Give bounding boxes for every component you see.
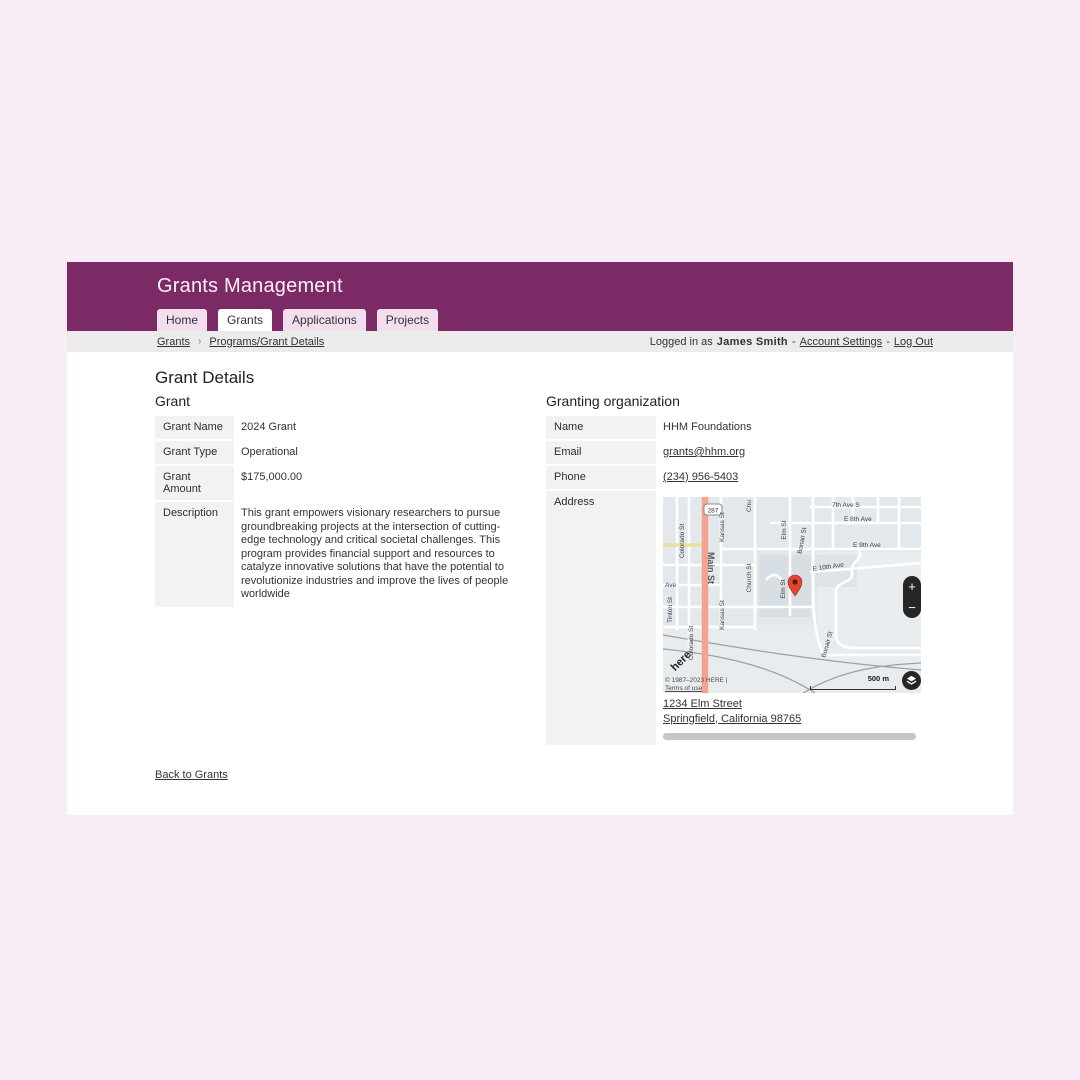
table-row <box>546 441 933 464</box>
street-label: Tinton St <box>667 597 674 623</box>
organization-section <box>546 393 933 747</box>
map-attribution <box>665 677 728 693</box>
street-label: Elm St <box>780 579 787 599</box>
back-to-grants-link[interactable]: Back to Grants <box>155 769 228 781</box>
zoom-out-button[interactable]: − <box>908 600 916 615</box>
zoom-in-button[interactable]: + <box>908 579 916 594</box>
map[interactable] <box>663 497 921 693</box>
table-row-address <box>546 491 933 745</box>
org-address-label: Address <box>546 491 656 745</box>
tab-bar <box>157 309 438 331</box>
scale-bar <box>810 686 896 690</box>
map-scale <box>810 672 896 690</box>
address-line1-link[interactable]: 1234 Elm Street <box>663 698 742 710</box>
organization-section-heading: Granting organization <box>546 393 680 409</box>
grant-amount-value: $175,000.00 <box>241 471 303 483</box>
logout-link[interactable]: Log Out <box>893 335 933 348</box>
tab-applications[interactable]: Applications <box>283 309 366 331</box>
street-label: Colorado St <box>679 523 686 559</box>
grant-description-value: This grant empowers visionary researchers to pursue groundbreaking projects at the intersection of cutting-edge technology and critical societal challenges. This program provides financial support and resources to catalyze innovative solutions that have the potential to revolutionize industries and improve the lives of people worldwide <box>241 507 509 600</box>
detail-columns <box>155 393 933 747</box>
org-email-link[interactable]: grants@hhm.org <box>663 446 746 458</box>
map-zoom-control <box>903 576 921 618</box>
breadcrumb-bar <box>67 331 1013 352</box>
here-logo: here <box>668 648 694 674</box>
user-bar-dash: - <box>886 335 890 348</box>
org-email-label: Email <box>546 441 656 464</box>
street-label: Colorado St <box>688 625 695 661</box>
table-row <box>155 416 546 439</box>
grant-type-label: Grant Type <box>155 441 234 464</box>
terms-of-use-link[interactable]: Terms of use <box>665 685 703 692</box>
org-address-value <box>656 491 921 745</box>
attribution-text: © 1987–2023 HERE | <box>665 677 728 684</box>
main-content <box>67 352 1013 783</box>
layers-button[interactable] <box>902 671 921 690</box>
table-row <box>546 416 933 439</box>
horizontal-scrollbar[interactable] <box>663 733 916 740</box>
content-card <box>67 262 1013 815</box>
breadcrumb-link-current[interactable]: Programs/Grant Details <box>209 335 325 348</box>
table-row <box>155 441 546 464</box>
app-header <box>67 262 1013 331</box>
grant-amount-label: Grant Amount <box>155 466 234 500</box>
street-label: Bonair St <box>820 630 835 659</box>
user-bar <box>650 336 933 348</box>
account-settings-link[interactable]: Account Settings <box>799 335 883 348</box>
street-label: Elm St <box>781 520 788 540</box>
scale-label: 500 m <box>867 674 889 683</box>
highway-shield-label: 287 <box>707 507 719 515</box>
street-label: E 8th Ave <box>844 516 872 523</box>
org-phone-label: Phone <box>546 466 656 489</box>
street-label: Kansas St <box>719 512 726 542</box>
street-label: Main St <box>706 551 716 585</box>
tab-projects[interactable]: Projects <box>377 309 438 331</box>
grant-description-label: Description <box>155 502 234 607</box>
street-label: 7th Ave S <box>832 502 860 509</box>
breadcrumb <box>157 336 324 348</box>
map-canvas[interactable] <box>663 497 921 693</box>
org-name-value: HHM Foundations <box>663 421 752 433</box>
street-label: E 9th Ave <box>853 542 881 549</box>
grant-type-value: Operational <box>241 446 298 458</box>
address-links <box>663 698 921 726</box>
grant-section-heading: Grant <box>155 393 191 409</box>
user-name: James Smith <box>716 335 788 348</box>
table-row <box>546 466 933 489</box>
street-label: Ave <box>665 582 677 589</box>
table-row <box>155 502 546 607</box>
org-phone-link[interactable]: (234) 956-5403 <box>663 471 739 483</box>
grant-name-label: Grant Name <box>155 416 234 439</box>
street-label: Kansas St <box>719 600 726 630</box>
user-bar-dash: - <box>791 335 796 348</box>
page-title: Grant Details <box>155 368 255 387</box>
logged-in-text: Logged in as <box>649 335 713 348</box>
street-label: E 10th Ave <box>812 561 845 573</box>
table-row <box>155 466 546 500</box>
app-title: Grants Management <box>157 275 343 297</box>
grant-section <box>155 393 546 747</box>
org-name-label: Name <box>546 416 656 439</box>
grant-name-value: 2024 Grant <box>241 421 297 433</box>
tab-grants[interactable]: Grants <box>218 309 272 331</box>
street-label: Chu <box>746 500 753 512</box>
address-line2-link[interactable]: Springfield, California 98765 <box>663 712 802 725</box>
breadcrumb-separator-icon: › <box>198 336 202 347</box>
layers-icon <box>906 675 917 686</box>
street-label: Bonair St <box>796 526 809 555</box>
breadcrumb-link-grants[interactable]: Grants <box>157 335 191 348</box>
tab-home[interactable]: Home <box>157 309 207 331</box>
street-label: Church St <box>746 563 753 593</box>
